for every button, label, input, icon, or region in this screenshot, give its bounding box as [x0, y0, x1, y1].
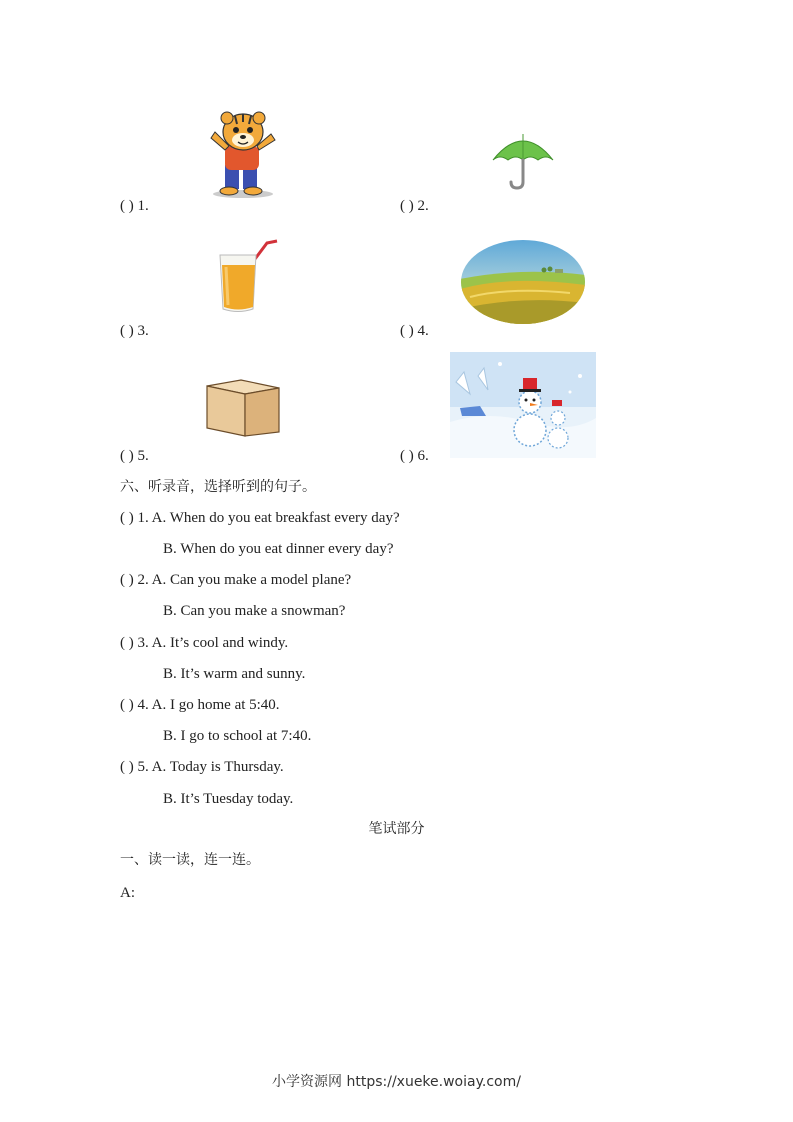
juice-glass-icon [215, 237, 281, 315]
picture-number-3: ( ) 3. [120, 323, 149, 339]
box-icon [205, 376, 283, 438]
page-footer: 小学资源网 https://xueke.woiay.com/ [272, 1074, 521, 1090]
question-5-option-b: B. It’s Tuesday today. [163, 791, 294, 807]
part1-title: 一、读一读，连一连。 [120, 852, 260, 868]
picture-number-5: ( ) 5. [120, 448, 149, 464]
picture-number-4: ( ) 4. [400, 323, 429, 339]
question-1-option-b: B. When do you eat dinner every day? [163, 541, 394, 557]
picture-number-2: ( ) 2. [400, 198, 429, 214]
question-3-option-b: B. It’s warm and sunny. [163, 666, 306, 682]
part-a-label: A: [120, 885, 135, 901]
umbrella-icon [490, 128, 556, 190]
question-5-option-a: ( ) 5. A. Today is Thursday. [120, 759, 284, 775]
question-2-option-a: ( ) 2. A. Can you make a model plane? [120, 572, 352, 588]
picture-number-6: ( ) 6. [400, 448, 429, 464]
section6-title: 六、听录音，选择听到的句子。 [120, 479, 316, 495]
question-1-option-a: ( ) 1. A. When do you eat breakfast every day? [120, 510, 400, 526]
picture-number-1: ( ) 1. [120, 198, 149, 214]
question-4-option-a: ( ) 4. A. I go home at 5:40. [120, 697, 280, 713]
question-2-option-b: B. Can you make a snowman? [163, 603, 346, 619]
question-3-option-a: ( ) 3. A. It’s cool and windy. [120, 635, 289, 651]
snowman-scene-icon [450, 352, 596, 458]
question-4-option-b: B. I go to school at 7:40. [163, 728, 312, 744]
written-section-heading: 笔试部分 [368, 821, 425, 837]
field-landscape-icon [460, 239, 586, 325]
tiger-icon [205, 110, 285, 200]
